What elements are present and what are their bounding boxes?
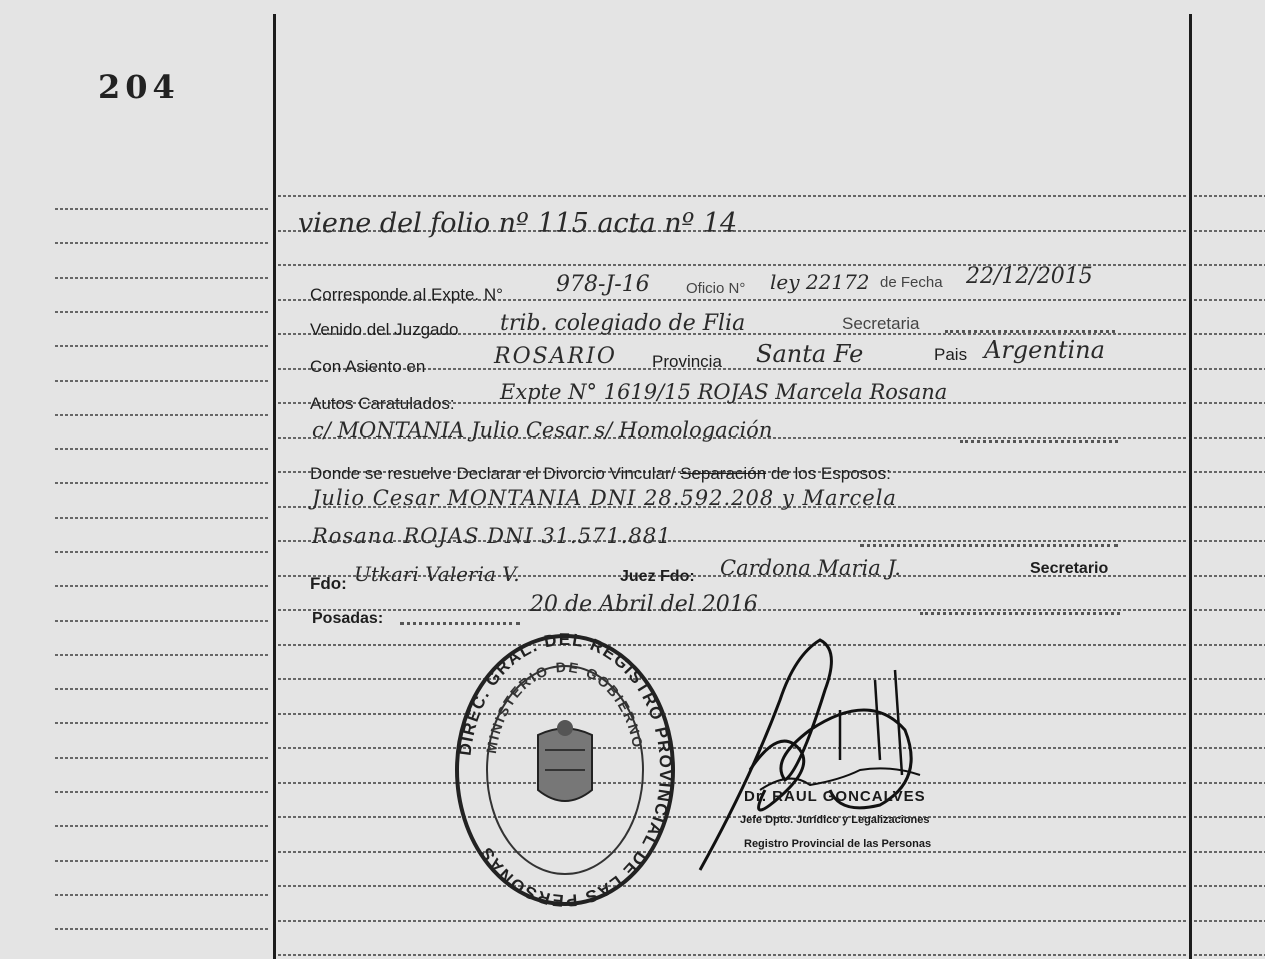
fecha-label: de Fecha [880, 274, 943, 291]
posadas-blank-left [400, 622, 520, 625]
secretaria-blank [945, 330, 1115, 333]
provincia-value: Santa Fe [756, 340, 864, 368]
resuelve-label-1 [310, 464, 891, 484]
signer-title: Jefe Dpto. Jurídico y Legalizaciones [740, 814, 930, 826]
resuelve-strike: Separación [680, 464, 767, 483]
fdo-label: Fdo: [310, 574, 347, 593]
resuelve-esposos: de los Esposos: [770, 464, 891, 483]
folio-number: 204 [98, 68, 180, 106]
posadas-label: Posadas: [312, 610, 384, 627]
expte-value: 978-J-16 [556, 272, 650, 297]
signer-office: Registro Provincial de las Personas [744, 838, 932, 850]
posadas-value: 20 de Abril del 2016 [530, 592, 758, 617]
right-margin-line [1189, 14, 1192, 959]
esposos-blank [860, 544, 1118, 547]
autos-label: Autos Caratulados: [310, 394, 455, 413]
autos-blank [960, 440, 1118, 443]
juzgado-label: Venido del Juzgado [310, 320, 459, 339]
asiento-label: Con Asiento en [310, 357, 426, 376]
resuelve-text: Donde se resuelve Declarar el Divorcio Vincular/ [310, 464, 676, 483]
stamp-inner-text: MINISTERIO DE GOBIERNO [482, 658, 647, 755]
oficio-label: Oficio N° [686, 280, 746, 297]
expte-label: Corresponde al Expte. N° [310, 285, 503, 304]
pais-value: Argentina [984, 336, 1105, 364]
fdo-secretario-value: Cardona Maria J. [720, 556, 901, 580]
autos-value-2: c/ MONTANIA Julio Cesar s/ Homologación [312, 418, 773, 442]
autos-value-1: Expte N° 1619/15 ROJAS Marcela Rosana [500, 380, 948, 404]
esposos-line-1: Julio Cesar MONTANIA DNI 28.592.208 y Marcela [312, 486, 897, 510]
esposos-line-2: Rosana ROJAS DNI 31.571.881 [312, 524, 672, 548]
left-margin-line [273, 14, 276, 959]
secretario-label: Secretario [1030, 560, 1109, 577]
stamp-outer-text: DIREC. GRAL. DEL REGISTRO PROVINCIAL DE LAS PERSONAS [455, 630, 676, 910]
coat-of-arms-icon [538, 720, 592, 801]
posadas-blank-right [920, 612, 1120, 615]
oficio-value: ley 22172 [770, 270, 870, 294]
header-note: viene del folio nº 115 acta nº 14 [298, 208, 738, 239]
official-stamp [450, 630, 680, 910]
asiento-value: ROSARIO [494, 344, 617, 369]
fecha-value: 22/12/2015 [966, 264, 1093, 289]
signer-name: Dr. RAUL GONCALVES [744, 788, 926, 805]
provincia-label: Provincia [652, 352, 722, 371]
secretaria-label: Secretaria [842, 314, 920, 333]
juzgado-value: trib. colegiado de Flia [500, 311, 746, 336]
pais-label: Pais [934, 345, 968, 364]
fdo-juez-value: Utkari Valeria V. [354, 562, 520, 586]
juez-label: Juez Fdo: [620, 568, 695, 585]
